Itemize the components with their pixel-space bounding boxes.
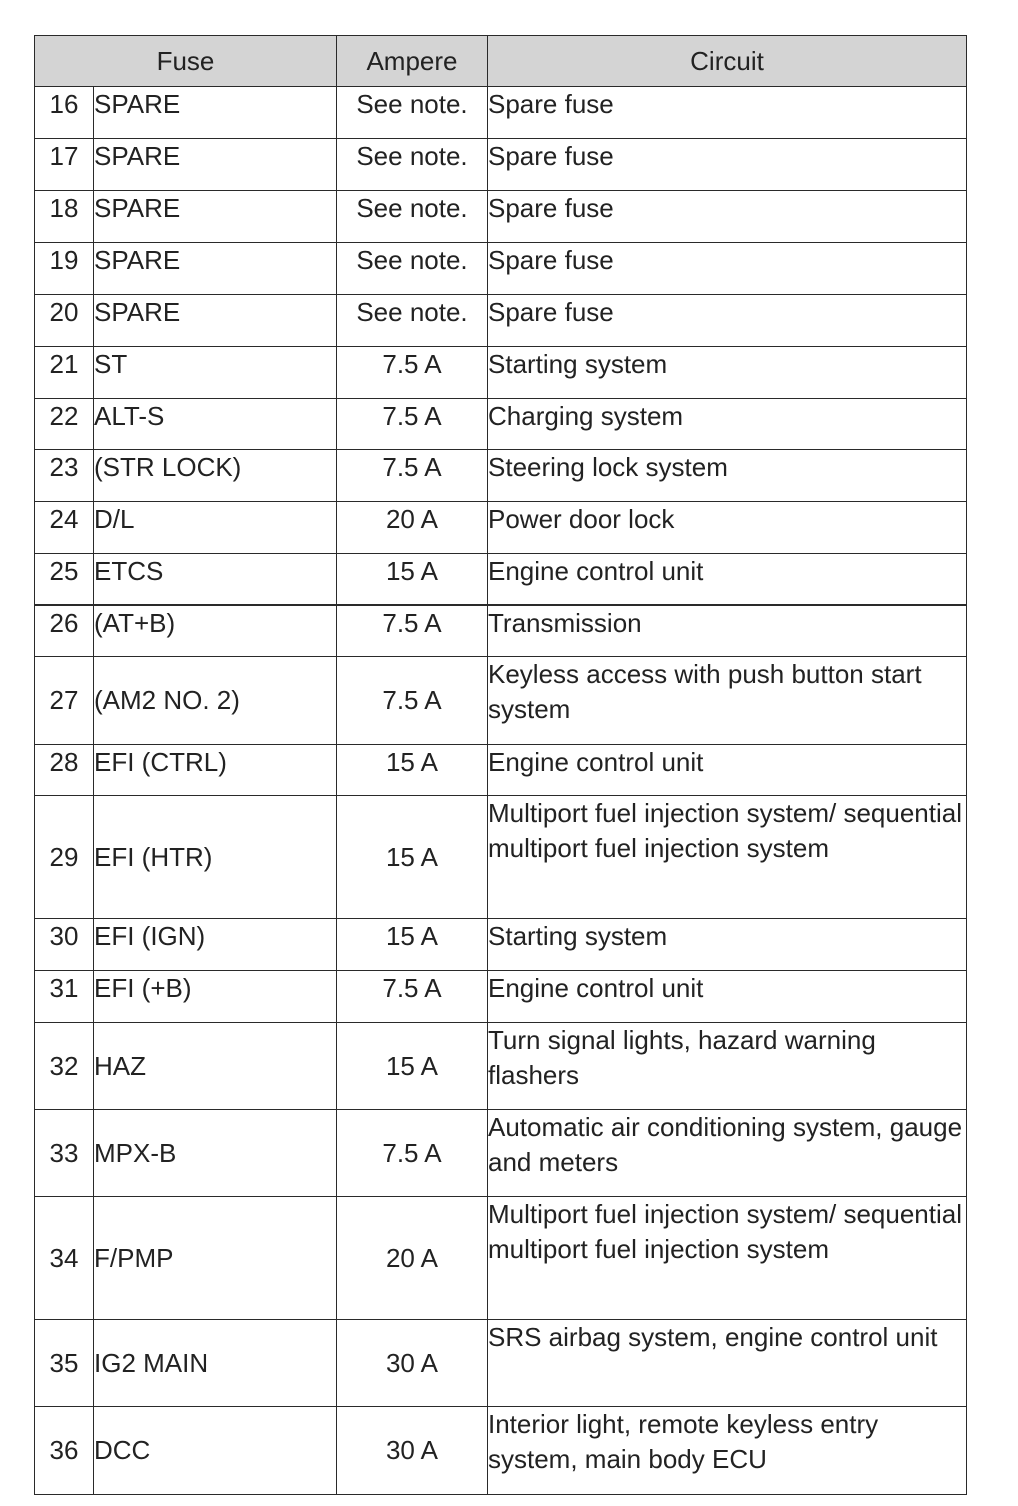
table-row	[35, 1023, 967, 1110]
fuse-name: (AM2 NO. 2)	[94, 657, 337, 745]
fuse-number: 32	[35, 1023, 94, 1110]
circuit-description: Starting system	[488, 919, 967, 971]
fuse-number: 31	[35, 971, 94, 1023]
fuse-name: IG2 MAIN	[94, 1320, 337, 1407]
circuit-description: Interior light, remote keyless entry system, main body ECU	[488, 1407, 967, 1495]
table-row	[35, 295, 967, 347]
fuse-number: 24	[35, 502, 94, 554]
ampere-value: 7.5 A	[337, 347, 488, 399]
circuit-description: Starting system	[488, 347, 967, 399]
ampere-value: See note.	[337, 87, 488, 139]
fuse-number: 34	[35, 1197, 94, 1320]
fuse-name: EFI (+B)	[94, 971, 337, 1023]
ampere-value: 15 A	[337, 745, 488, 796]
table-row	[35, 971, 967, 1023]
table-row	[35, 347, 967, 399]
ampere-value: 7.5 A	[337, 605, 488, 657]
table-row	[35, 1110, 967, 1197]
fuse-name: ETCS	[94, 554, 337, 605]
ampere-value: 20 A	[337, 1197, 488, 1320]
fuse-name: SPARE	[94, 295, 337, 347]
ampere-value: 7.5 A	[337, 971, 488, 1023]
fuse-name: EFI (CTRL)	[94, 745, 337, 796]
table-row	[35, 657, 967, 745]
fuse-number: 22	[35, 399, 94, 450]
circuit-description: Spare fuse	[488, 295, 967, 347]
table-row	[35, 502, 967, 554]
table-row	[35, 1407, 967, 1495]
circuit-description: Spare fuse	[488, 139, 967, 191]
fuse-table	[34, 35, 967, 1495]
circuit-description: Steering lock system	[488, 450, 967, 502]
ampere-value: See note.	[337, 243, 488, 295]
circuit-description: Engine control unit	[488, 971, 967, 1023]
circuit-description: Spare fuse	[488, 87, 967, 139]
table-row	[35, 191, 967, 243]
table-row	[35, 745, 967, 796]
fuse-name: SPARE	[94, 139, 337, 191]
fuse-number: 18	[35, 191, 94, 243]
header-fuse: Fuse	[35, 36, 337, 87]
fuse-name: ST	[94, 347, 337, 399]
ampere-value: See note.	[337, 139, 488, 191]
fuse-number: 33	[35, 1110, 94, 1197]
circuit-description: SRS airbag system, engine control unit	[488, 1320, 967, 1407]
circuit-description: Automatic air conditioning system, gauge and meters	[488, 1110, 967, 1197]
fuse-number: 28	[35, 745, 94, 796]
fuse-name: EFI (HTR)	[94, 796, 337, 919]
ampere-value: 15 A	[337, 554, 488, 605]
fuse-number: 19	[35, 243, 94, 295]
table-row	[35, 1197, 967, 1320]
table-row	[35, 605, 967, 657]
circuit-description: Turn signal lights, hazard warning flashers	[488, 1023, 967, 1110]
circuit-description: Multiport fuel injection system/ sequential multiport fuel injection system	[488, 796, 967, 919]
table-row	[35, 87, 967, 139]
table-row	[35, 139, 967, 191]
ampere-value: 15 A	[337, 919, 488, 971]
fuse-name: DCC	[94, 1407, 337, 1495]
table-row	[35, 1320, 967, 1407]
fuse-name: EFI (IGN)	[94, 919, 337, 971]
fuse-name: HAZ	[94, 1023, 337, 1110]
fuse-number: 27	[35, 657, 94, 745]
header-ampere: Ampere	[337, 36, 488, 87]
fuse-name: SPARE	[94, 243, 337, 295]
ampere-value: 30 A	[337, 1407, 488, 1495]
fuse-name: F/PMP	[94, 1197, 337, 1320]
ampere-value: 30 A	[337, 1320, 488, 1407]
fuse-name: ALT-S	[94, 399, 337, 450]
fuse-number: 21	[35, 347, 94, 399]
fuse-name: D/L	[94, 502, 337, 554]
circuit-description: Spare fuse	[488, 191, 967, 243]
fuse-number: 36	[35, 1407, 94, 1495]
circuit-description: Engine control unit	[488, 745, 967, 796]
ampere-value: 7.5 A	[337, 657, 488, 745]
fuse-number: 25	[35, 554, 94, 605]
ampere-value: 7.5 A	[337, 399, 488, 450]
fuse-number: 35	[35, 1320, 94, 1407]
circuit-description: Multiport fuel injection system/ sequential multiport fuel injection system	[488, 1197, 967, 1320]
ampere-value: 7.5 A	[337, 450, 488, 502]
fuse-name: MPX-B	[94, 1110, 337, 1197]
table-row	[35, 796, 967, 919]
circuit-description: Engine control unit	[488, 554, 967, 605]
circuit-description: Spare fuse	[488, 243, 967, 295]
circuit-description: Transmission	[488, 605, 967, 657]
circuit-description: Keyless access with push button start system	[488, 657, 967, 745]
ampere-value: 7.5 A	[337, 1110, 488, 1197]
header-row	[35, 36, 967, 87]
header-circuit: Circuit	[488, 36, 967, 87]
fuse-name: SPARE	[94, 87, 337, 139]
ampere-value: See note.	[337, 295, 488, 347]
fuse-name: (STR LOCK)	[94, 450, 337, 502]
fuse-number: 17	[35, 139, 94, 191]
fuse-number: 23	[35, 450, 94, 502]
table-row	[35, 399, 967, 450]
ampere-value: See note.	[337, 191, 488, 243]
ampere-value: 15 A	[337, 1023, 488, 1110]
table-row	[35, 243, 967, 295]
fuse-number: 30	[35, 919, 94, 971]
circuit-description: Charging system	[488, 399, 967, 450]
table-row	[35, 450, 967, 502]
fuse-number: 29	[35, 796, 94, 919]
fuse-number: 20	[35, 295, 94, 347]
circuit-description: Power door lock	[488, 502, 967, 554]
ampere-value: 20 A	[337, 502, 488, 554]
fuse-number: 16	[35, 87, 94, 139]
fuse-name: SPARE	[94, 191, 337, 243]
fuse-name: (AT+B)	[94, 605, 337, 657]
ampere-value: 15 A	[337, 796, 488, 919]
table-row	[35, 919, 967, 971]
table-row	[35, 554, 967, 605]
fuse-number: 26	[35, 605, 94, 657]
